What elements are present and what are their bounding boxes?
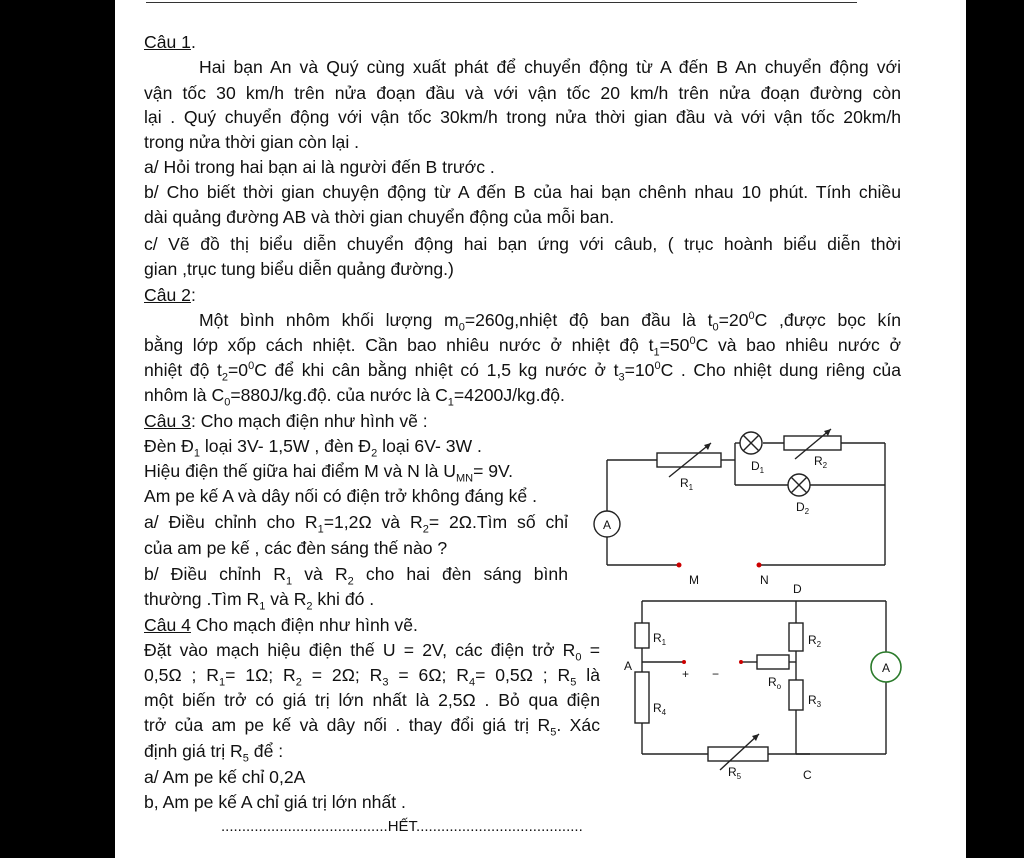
- label-c: C: [803, 768, 812, 782]
- label-r2: $R_2$: [808, 633, 822, 649]
- q4-part-a: a/ Am pe kế chỉ 0,2A: [144, 767, 306, 787]
- terminal-m: [677, 563, 682, 568]
- lamp-d1-icon: [740, 432, 762, 454]
- resistor-r2-icon: [789, 623, 803, 651]
- label-minus: −: [712, 667, 720, 681]
- q2-line-3: nhiệt độ $t_2=0^0C$ để khi cân bằng nhiệt có 1,5 kg nước ở $t_3=10^0C$ . Cho nhiệt dung riêng của: [144, 360, 901, 384]
- ammeter-a-icon: [594, 511, 620, 537]
- label-r4: $R_4$: [653, 701, 667, 717]
- q1-line-2: vận tốc 30 km/h trên nửa đoạn đầu và với vận tốc 20 km/h trên nửa đoạn đường còn: [144, 83, 901, 103]
- q3-line-2: Hiệu điện thế giữa hai điểm M và N là $U_{MN}= 9V$.: [144, 461, 514, 485]
- q3-part-b-cont: thường .Tìm $R_1$ và $R_2$ khi đó .: [144, 589, 375, 613]
- q1-part-c-cont: gian ,trục tung biểu diễn quảng đường.): [144, 259, 454, 279]
- q4-line-2: 0,5Ω ; $R_1= 1\Omega$; $R_2 = 2\Omega$; $R_3 = 6\Omega$; $R_4= 0,5\Omega$ ; $R_5$ là: [144, 665, 600, 689]
- q4-line-3: một biến trở có giá trị lớn nhất là 2,5Ω . Bỏ qua điện: [144, 690, 600, 710]
- resistor-r0-icon: [757, 655, 789, 669]
- q1-line-3: lại . Quý chuyển động với vận tốc 30km/h trong nửa thời gian đầu và với vận tốc 20km/h: [144, 107, 901, 127]
- rheostat-r1-icon: [657, 443, 721, 477]
- ammeter-label: A: [602, 518, 612, 532]
- terminal-plus: [682, 660, 686, 664]
- q3-part-b: b/ Điều chỉnh $R_1$ và $R_2$ cho hai đèn sáng bình: [144, 564, 568, 588]
- q1-part-c: c/ Vẽ đồ thị biểu diễn chuyển động hai bạn ứng với câub, ( trục hoành biểu diễn thời: [144, 234, 901, 254]
- q3-heading: Câu 3: Cho mạch điện như hình vẽ :: [144, 411, 428, 431]
- end-marker: ........................................HẾT........................................: [221, 818, 583, 835]
- top-rule: [146, 2, 857, 3]
- resistor-r1-icon: [635, 623, 649, 648]
- circuit-diagram-q3: [585, 425, 925, 595]
- q4-heading: Câu 4 Cho mạch điện như hình vẽ.: [144, 615, 418, 635]
- resistor-r3-icon: [789, 680, 803, 710]
- ammeter-label: A: [881, 661, 891, 675]
- document-page: [115, 0, 966, 858]
- q4-line-5: định giá trị $R_5$ để :: [144, 741, 284, 765]
- q2-line-2: bằng lớp xốp cách nhiệt. Cần bao nhiêu nước ở nhiệt độ $t_1=50^0C$ và bao nhiêu nước ở: [144, 335, 901, 359]
- label-r2: $R_2$: [814, 454, 828, 470]
- circuit-diagram-q4: [620, 580, 940, 790]
- label-node-a: A: [624, 659, 633, 673]
- q3-line-1: Đèn $Đ_1$ loại 3V- 1,5W , đèn $Đ_2$ loại 6V- 3W .: [144, 436, 482, 460]
- q3-part-a-cont: của am pe kế , các đèn sáng thế nào ?: [144, 538, 448, 558]
- label-plus: +: [682, 667, 690, 681]
- terminal-minus: [739, 660, 743, 664]
- q4-line-1: Đặt vào mạch hiệu điện thế U = 2V, các điện trở $R_0$ =: [144, 640, 600, 664]
- q1-line-1: Hai bạn An và Quý cùng xuất phát để chuyển động từ A đến B An chuyển động với: [199, 57, 901, 77]
- lamp-d2-icon: [788, 474, 810, 496]
- label-r1: $R_1$: [680, 476, 694, 492]
- label-r5: $R_5$: [728, 765, 742, 781]
- q3-line-3: Am pe kế A và dây nối có điện trở không đáng kể .: [144, 486, 537, 506]
- terminal-n: [757, 563, 762, 568]
- label-d2: $D_2$: [796, 500, 810, 516]
- q1-part-a: a/ Hỏi trong hai bạn ai là người đến B trước .: [144, 157, 495, 177]
- label-r3: $R_3$: [808, 693, 822, 709]
- label-n: N: [760, 573, 769, 587]
- q4-part-b: b, Am pe kế A chỉ giá trị lớn nhất .: [144, 792, 406, 812]
- q2-line-4: nhôm là $C_0=880J/kg.độ$. của nước là $C_1=4200J/kg.độ$.: [144, 385, 565, 409]
- q1-part-b: b/ Cho biết thời gian chuyện động từ A đến B của hai bạn chênh nhau 10 phút. Tính chiều: [144, 182, 901, 202]
- label-m: M: [689, 573, 699, 587]
- rheostat-r2-icon: [784, 429, 841, 459]
- q1-line-4: trong nửa thời gian còn lại .: [144, 132, 360, 152]
- q4-line-4: trở của am pe kế và dây nối . thay đổi giá trị $R_5$. Xác: [144, 715, 600, 739]
- q2-line-1: Một bình nhôm khối lượng $m_0=260g,nhiệt$ độ ban đầu là $t_0=20^0C$ ,được bọc kín: [199, 310, 901, 334]
- rheostat-r5-icon: [708, 734, 768, 770]
- resistor-r4-icon: [635, 672, 649, 723]
- ammeter-a-icon: [871, 652, 901, 682]
- label-d1: $D_1$: [751, 459, 765, 475]
- q3-part-a: a/ Điều chỉnh cho $R_1=1,2\Omega$ và $R_2=$ 2Ω.Tìm số chỉ: [144, 512, 568, 536]
- label-d: D: [793, 582, 802, 596]
- label-r0: $R_o$: [768, 675, 782, 691]
- q1-heading: Câu 1.: [144, 32, 196, 52]
- label-r1: $R_1$: [653, 631, 667, 647]
- q2-heading: Câu 2:: [144, 285, 196, 305]
- q1-part-b-cont: dài quảng đường AB và thời gian chuyển động của mỗi ban.: [144, 207, 615, 227]
